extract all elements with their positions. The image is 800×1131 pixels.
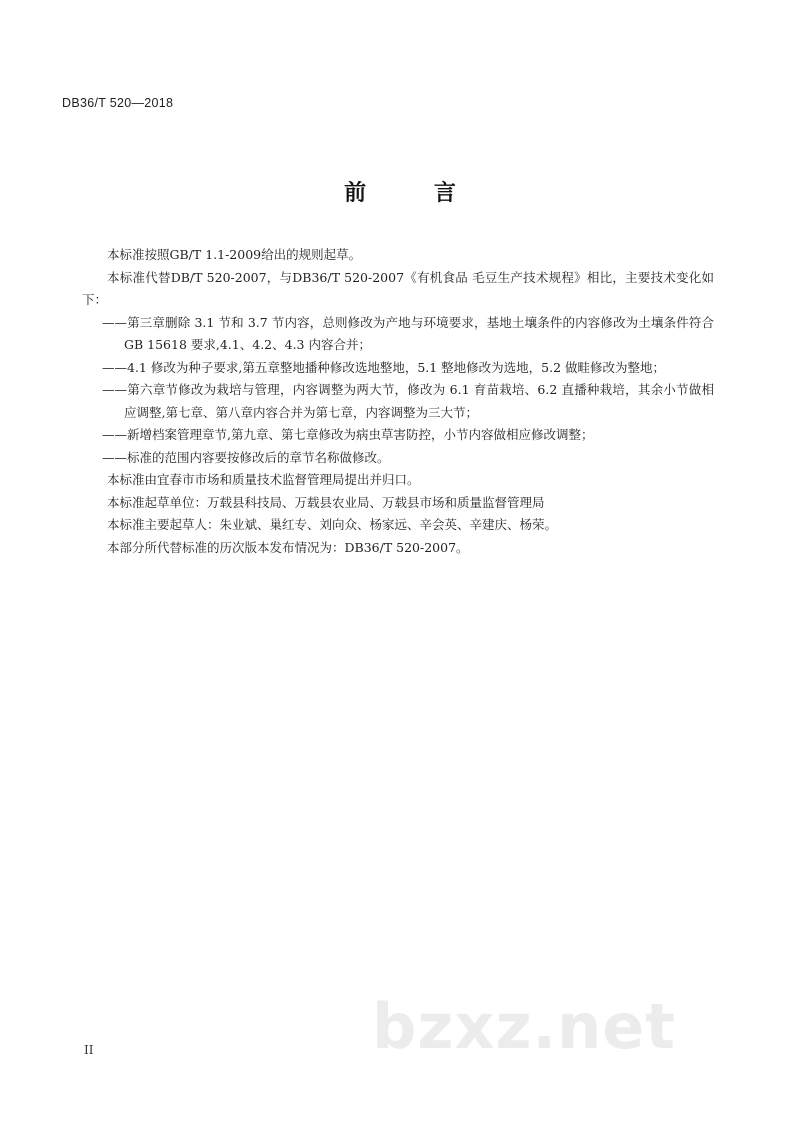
change-item: ——标准的范围内容要按修改后的章节名称做修改。	[102, 449, 390, 465]
paragraph-drafters: 本标准主要起草人：朱业斌、巢红专、刘向众、杨家远、辛会英、辛建庆、杨荣。	[107, 517, 558, 532]
page-number: II	[84, 1043, 94, 1057]
change-item: ——4.1 修改为种子要求,第五章整地播种修改选地整地，5.1 整地修改为选地，5.2 做畦修改为整地；	[102, 359, 666, 375]
document-code: DB36/T 520—2018	[62, 96, 174, 110]
foreword-body	[82, 244, 714, 559]
watermark: bzxz.net	[372, 990, 676, 1063]
paragraph-version-history: 本部分所代替标准的历次版本发布情况为：DB36/T 520-2007。	[107, 539, 469, 555]
paragraph-replacement: 本标准代替DB/T 520-2007，与DB36/T 520-2007《有机食品 毛豆生产技术规程》相比，主要技术变化如下：	[82, 269, 714, 307]
change-item: ——新增档案管理章节,第九章、第七章修改为病虫草害防控，小节内容做相应修改调整；	[102, 427, 594, 442]
paragraph-drafting-units: 本标准起草单位：万载县科技局、万载县农业局、万载县市场和质量监督管理局	[107, 494, 545, 510]
change-item: ——第六章节修改为栽培与管理，内容调整为两大节，修改为 6.1 育苗栽培、6.2 直播种栽培，其余小节做相应调整,第七章、第八章内容合并为第七章，内容调整为三大节；	[102, 382, 714, 420]
page-title: 前 言	[344, 181, 486, 206]
paragraph-proposer: 本标准由宜春市市场和质量技术监督管理局提出并归口。	[107, 472, 420, 487]
change-item: ——第三章删除 3.1 节和 3.7 节内容，总则修改为产地与环境要求，基地土壤条件的内容修改为土壤条件符合 GB 15618 要求,4.1、4.2、4.3 内容合并；	[102, 314, 714, 352]
paragraph-drafting-rules: 本标准按照GB/T 1.1-2009给出的规则起草。	[107, 247, 362, 262]
